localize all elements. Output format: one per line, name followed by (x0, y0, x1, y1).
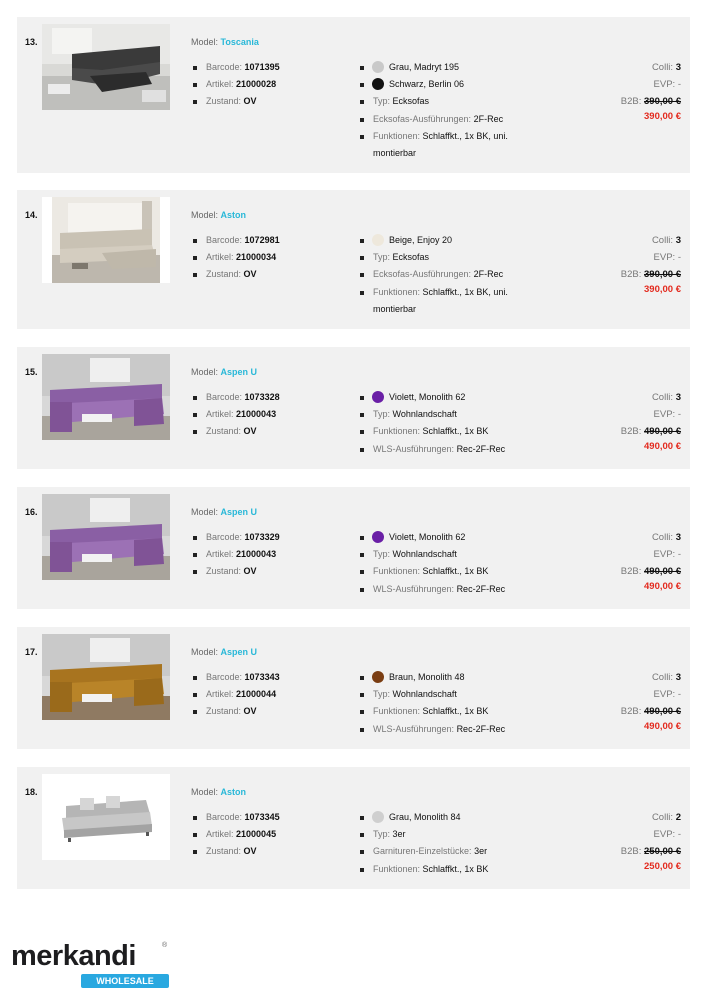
attr-row: WLS-Ausführungen: Rec-2F-Rec (359, 581, 544, 598)
model-name[interactable]: Aspen U (220, 507, 258, 517)
price: 390,00 € (644, 283, 681, 295)
b2b-row: B2B: 490,00 € (620, 426, 681, 438)
wholesale-badge: WHOLESALE (81, 974, 169, 988)
color-row: Grau, Madryt 195 (359, 59, 544, 76)
product-card (17, 347, 690, 469)
model-line: Model: Aston (191, 787, 247, 797)
product-card (17, 767, 690, 889)
attr-row: Garnituren-Einzelstücke: 3er (359, 843, 544, 860)
attr-row: WLS-Ausführungen: Rec-2F-Rec (359, 721, 544, 738)
product-card (17, 627, 690, 749)
colli-row: Colli: 3 (651, 672, 681, 683)
barcode-row: Barcode: 1073345 (192, 809, 280, 826)
attr-row: Ecksofas-Ausführungen: 2F-Rec (359, 111, 544, 128)
attr-row: Typ: Wohnlandschaft (359, 546, 544, 563)
product-card (17, 17, 690, 173)
colli-row: Colli: 3 (651, 62, 681, 73)
product-number: 13. (25, 37, 38, 47)
price: 490,00 € (644, 720, 681, 732)
colli-row: Colli: 2 (651, 812, 681, 823)
product-image[interactable] (42, 197, 170, 283)
artikel-row: Artikel: 21000044 (192, 686, 280, 703)
b2b-row: B2B: 390,00 € (620, 96, 681, 108)
barcode-row: Barcode: 1073329 (192, 529, 280, 546)
artikel-row: Artikel: 21000043 (192, 406, 280, 423)
color-row: Beige, Enjoy 20 (359, 232, 544, 249)
color-swatch (372, 234, 384, 246)
artikel-row: Artikel: 21000045 (192, 826, 280, 843)
registered-mark: ® (162, 942, 168, 949)
model-line: Model: Aston (191, 210, 247, 220)
price: 250,00 € (644, 860, 681, 872)
model-line: Model: Aspen U (191, 367, 258, 377)
color-swatch (372, 811, 384, 823)
attr-row: Funktionen: Schlaffkt., 1x BK, uni. montierbar (359, 284, 544, 318)
product-attributes (359, 232, 544, 318)
product-specs (192, 529, 280, 581)
model-line: Model: Toscania (191, 37, 259, 47)
product-specs (192, 232, 280, 284)
product-attributes (359, 669, 544, 738)
attr-row: Funktionen: Schlaffkt., 1x BK (359, 563, 544, 580)
product-specs (192, 59, 280, 111)
evp-row: EVP: - (653, 829, 681, 841)
price: 390,00 € (644, 110, 681, 122)
zustand-row: Zustand: OV (192, 843, 280, 860)
color-row: Schwarz, Berlin 06 (359, 76, 544, 93)
product-attributes (359, 809, 544, 878)
color-swatch (372, 391, 384, 403)
artikel-row: Artikel: 21000028 (192, 76, 280, 93)
product-specs (192, 809, 280, 861)
color-row: Violett, Monolith 62 (359, 529, 544, 546)
b2b-row: B2B: 390,00 € (620, 269, 681, 281)
price: 490,00 € (644, 580, 681, 592)
color-swatch (372, 78, 384, 90)
product-number: 14. (25, 210, 38, 220)
model-name[interactable]: Aston (220, 210, 247, 220)
color-row: Violett, Monolith 62 (359, 389, 544, 406)
model-line: Model: Aspen U (191, 647, 258, 657)
merkandi-logo[interactable] (11, 940, 168, 986)
price-block (621, 809, 681, 872)
barcode-row: Barcode: 1072981 (192, 232, 280, 249)
model-line: Model: Aspen U (191, 507, 258, 517)
price-block (621, 529, 681, 592)
barcode-row: Barcode: 1071395 (192, 59, 280, 76)
attr-row: Typ: Ecksofas (359, 249, 544, 266)
product-number: 16. (25, 507, 38, 517)
colli-row: Colli: 3 (651, 235, 681, 246)
price: 490,00 € (644, 440, 681, 452)
product-image[interactable] (42, 354, 170, 440)
attr-row: Funktionen: Schlaffkt., 1x BK (359, 861, 544, 878)
product-attributes (359, 529, 544, 598)
artikel-row: Artikel: 21000043 (192, 546, 280, 563)
product-specs (192, 669, 280, 721)
attr-row: Typ: Wohnlandschaft (359, 406, 544, 423)
price-block (621, 232, 681, 295)
attr-row: Typ: 3er (359, 826, 544, 843)
color-swatch (372, 61, 384, 73)
price-block (621, 59, 681, 122)
attr-row: Funktionen: Schlaffkt., 1x BK (359, 703, 544, 720)
evp-row: EVP: - (653, 79, 681, 91)
attr-row: Ecksofas-Ausführungen: 2F-Rec (359, 266, 544, 283)
zustand-row: Zustand: OV (192, 423, 280, 440)
model-name[interactable]: Aspen U (220, 367, 258, 377)
zustand-row: Zustand: OV (192, 563, 280, 580)
zustand-row: Zustand: OV (192, 266, 280, 283)
color-swatch (372, 531, 384, 543)
b2b-row: B2B: 490,00 € (620, 566, 681, 578)
product-attributes (359, 389, 544, 458)
product-number: 18. (25, 787, 38, 797)
color-row: Braun, Monolith 48 (359, 669, 544, 686)
model-name[interactable]: Aston (220, 787, 247, 797)
artikel-row: Artikel: 21000034 (192, 249, 280, 266)
product-card (17, 487, 690, 609)
barcode-row: Barcode: 1073343 (192, 669, 280, 686)
colli-row: Colli: 3 (651, 392, 681, 403)
product-attributes (359, 59, 544, 162)
attr-row: Funktionen: Schlaffkt., 1x BK, uni. montierbar (359, 128, 544, 162)
evp-row: EVP: - (653, 252, 681, 264)
b2b-row: B2B: 490,00 € (620, 706, 681, 718)
price-block (621, 669, 681, 732)
zustand-row: Zustand: OV (192, 93, 280, 110)
attr-row: Typ: Wohnlandschaft (359, 686, 544, 703)
attr-row: WLS-Ausführungen: Rec-2F-Rec (359, 441, 544, 458)
attr-row: Funktionen: Schlaffkt., 1x BK (359, 423, 544, 440)
evp-row: EVP: - (653, 549, 681, 561)
evp-row: EVP: - (653, 409, 681, 421)
model-name[interactable]: Toscania (220, 37, 259, 47)
product-image[interactable] (42, 24, 170, 110)
product-image[interactable] (42, 774, 170, 860)
color-swatch (372, 671, 384, 683)
b2b-row: B2B: 250,00 € (620, 846, 681, 858)
product-number: 15. (25, 367, 38, 377)
attr-row: Typ: Ecksofas (359, 93, 544, 110)
brand-name: merkandi (11, 940, 136, 972)
product-card (17, 190, 690, 329)
product-number: 17. (25, 647, 38, 657)
product-image[interactable] (42, 494, 170, 580)
product-specs (192, 389, 280, 441)
barcode-row: Barcode: 1073328 (192, 389, 280, 406)
colli-row: Colli: 3 (651, 532, 681, 543)
color-row: Grau, Monolith 84 (359, 809, 544, 826)
price-block (621, 389, 681, 452)
product-image[interactable] (42, 634, 170, 720)
evp-row: EVP: - (653, 689, 681, 701)
zustand-row: Zustand: OV (192, 703, 280, 720)
model-name[interactable]: Aspen U (220, 647, 258, 657)
